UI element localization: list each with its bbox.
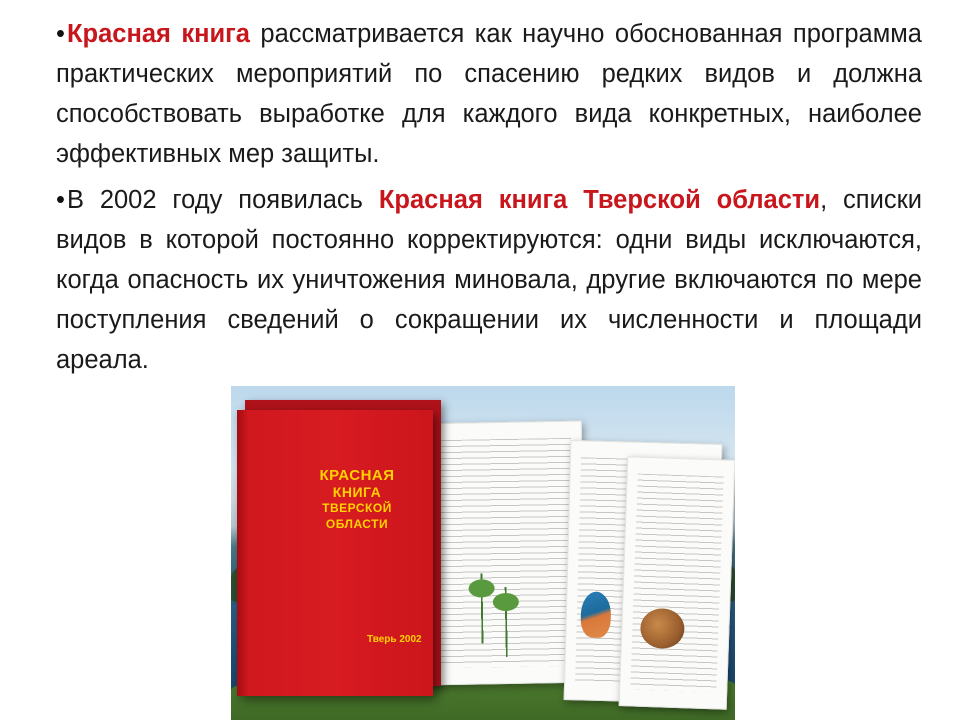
book-page [619, 456, 735, 710]
text-block [56, 14, 922, 386]
book-cover-footer: Тверь 2002 [367, 634, 422, 645]
red-book-photo [231, 386, 735, 720]
book-cover-title [297, 468, 417, 532]
book-title-line: КРАСНАЯ [319, 467, 395, 484]
paragraph-2-text-before: В 2002 году появилась [66, 186, 379, 214]
highlight-red-book: Красная книга [66, 20, 250, 48]
paragraph-1-text: рассматривается как научно обоснованная программа практических мероприятий по спасению редких видов и должна способствовать выработке для каждого вида конкретных, наиболее эффективных мер защиты. [56, 20, 922, 168]
bullet: • [56, 186, 65, 214]
plant-illustration [472, 573, 491, 643]
paragraph-2 [56, 180, 922, 380]
bullet: • [56, 20, 65, 48]
red-book-cover [237, 410, 433, 696]
book-title-line: КНИГА [332, 484, 382, 500]
book-page [425, 421, 587, 686]
book-title-line: ОБЛАСТИ [325, 517, 389, 531]
paragraph-1 [56, 14, 922, 174]
page-text-lines [630, 474, 723, 693]
highlight-tver-red-book: Красная книга Тверской области [378, 186, 821, 214]
book-title-line: ТВЕРСКОЙ [322, 501, 392, 515]
plant-illustration [497, 587, 516, 657]
paragraph-2-text-after: , списки видов в которой постоянно корректируются: одни виды исключаются, когда опасность их уничтожения миновала, другие включаются по мере поступления сведений о сокращении их численности и площади ареала. [56, 186, 922, 374]
kingfisher-illustration [580, 591, 611, 638]
